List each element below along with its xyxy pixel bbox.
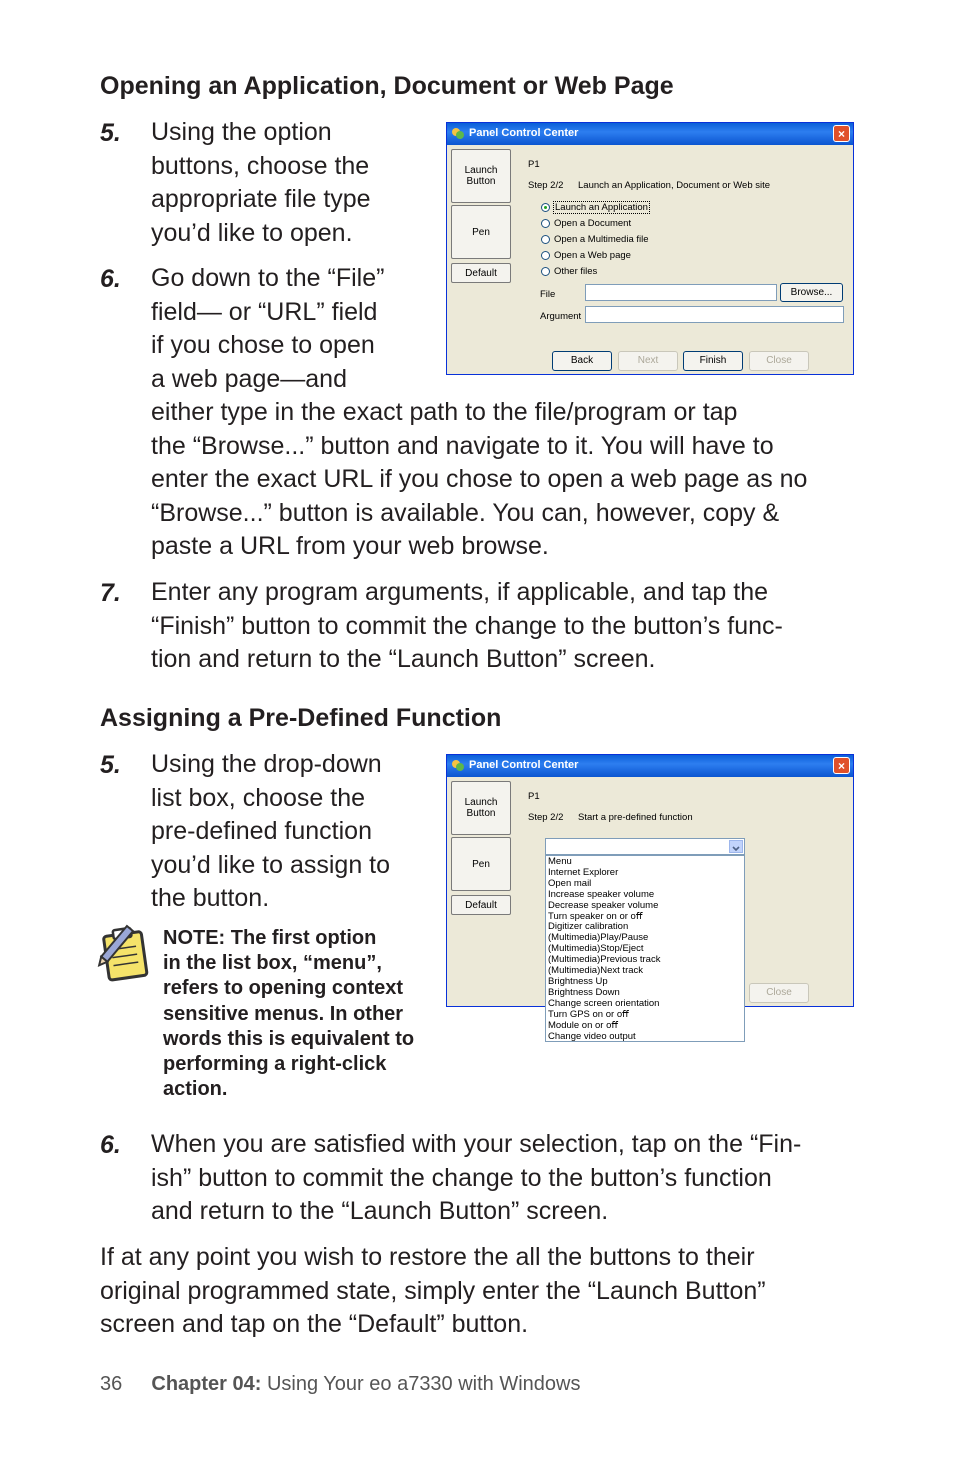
title-bar (447, 755, 853, 777)
step-number: 6. (100, 265, 121, 293)
section-heading-opening: Opening an Application, Document or Web Page (100, 72, 674, 100)
list-item[interactable]: Digitizer calibration (548, 921, 629, 933)
list-item[interactable]: Module on or oﬀ (548, 1019, 618, 1031)
text-line: and return to the “Launch Button” screen. (151, 1197, 609, 1225)
button-label: Launch Button (464, 797, 498, 819)
text-line: a web page—and (151, 364, 347, 393)
chapter-label: Chapter 04: (151, 1373, 262, 1395)
file-input[interactable] (585, 284, 777, 301)
text-line: ﬁeld— or “URL” ﬁeld (151, 297, 378, 326)
text-line: Using the option (151, 118, 332, 146)
step-description: Launch an Application, Document or Web site (578, 180, 771, 191)
close-button[interactable]: Close (749, 351, 809, 371)
text-line: performing a right-click (163, 1053, 387, 1076)
list-item[interactable]: (Multimedia)Previous track (548, 954, 661, 966)
list-item[interactable]: Increase speaker volume (548, 888, 655, 900)
button-label: Pen (472, 226, 490, 238)
text-line: list box, choose the (151, 783, 366, 812)
text-line: tion and return to the “Launch Button” screen. (151, 645, 656, 673)
browse-button[interactable]: Browse... (780, 283, 843, 302)
text-line: action. (163, 1078, 228, 1101)
note-text (163, 926, 414, 1102)
panel-label: P1 (528, 159, 540, 170)
option-label: Open a Multimedia ﬁle (554, 234, 649, 245)
text-line: enter the exact URL if you chose to open a web page as no (151, 465, 808, 493)
text-line: appropriate ﬁle type (151, 185, 371, 213)
launch-button-tab[interactable] (451, 149, 511, 203)
text-line: Go down to the “File” (151, 264, 385, 292)
step-number: 5. (100, 751, 121, 779)
step-5-text (151, 116, 371, 250)
text-line: Enter any program arguments, if applicable, and tap the (151, 578, 769, 606)
function-dropdown[interactable] (545, 838, 745, 855)
step-description: Start a pre-deﬁned function (578, 812, 693, 823)
list-item[interactable]: Brightness Up (548, 975, 608, 987)
step-number: 5. (100, 119, 121, 147)
option-label: Other ﬁles (554, 266, 598, 277)
app-icon (451, 127, 465, 141)
closing-paragraph (100, 1241, 766, 1342)
list-item[interactable]: Change video output (548, 1030, 636, 1042)
text-line: the “Browse...” button and navigate to it. You will have to (151, 431, 774, 460)
pen-tab[interactable] (451, 837, 511, 891)
list-item[interactable]: Turn GPS on or oﬀ (548, 1008, 629, 1020)
text-line: original programmed state, simply enter the “Launch Button” (100, 1276, 766, 1305)
window-title: Panel Control Center (469, 759, 579, 771)
window-title: Panel Control Center (469, 127, 579, 139)
button-label: Pen (472, 858, 490, 870)
step-number: 7. (100, 579, 121, 607)
default-button[interactable] (451, 895, 511, 915)
list-item[interactable]: Turn speaker on or oﬀ (548, 910, 643, 922)
chapter-title: Using Your eo a7330 with Windows (266, 1373, 581, 1395)
radio-open-web-page[interactable] (541, 251, 550, 260)
finish-button[interactable]: Finish (683, 351, 743, 371)
argument-input[interactable] (585, 306, 844, 323)
step-6b-text (151, 1128, 801, 1229)
text-line: the button. (151, 884, 270, 912)
button-label: Launch Button (464, 165, 498, 187)
pen-tab[interactable] (451, 205, 511, 259)
text-line: “Finish” button to commit the change to the button’s func- (151, 611, 783, 640)
close-button[interactable]: Close (749, 983, 809, 1003)
step-number: 6. (100, 1131, 121, 1159)
radio-other-files[interactable] (541, 267, 550, 276)
file-label: File (540, 289, 556, 300)
default-button[interactable] (451, 263, 511, 283)
radio-launch-application[interactable] (541, 203, 550, 212)
list-item[interactable]: Change screen orientation (548, 997, 660, 1009)
close-icon[interactable]: × (833, 757, 850, 774)
text-line: you’d like to open. (151, 218, 353, 247)
step-label: Step 2/2 (528, 812, 564, 823)
page-footer (100, 1373, 581, 1396)
panel-label: P1 (528, 791, 540, 802)
close-icon[interactable]: × (833, 125, 850, 142)
text-line: in the list box, “menu”, (163, 952, 382, 975)
button-label: Default (465, 267, 497, 279)
dialog-launch-application (446, 122, 854, 375)
text-line: if you chose to open (151, 331, 375, 359)
text-line: Using the drop-down (151, 750, 382, 778)
note-clipboard-icon (92, 920, 156, 984)
text-line: When you are satisﬁed with your selection, tap on the “Fin- (151, 1130, 802, 1158)
app-icon (451, 759, 465, 773)
text-line: either type in the exact path to the ﬁle/program or tap (151, 398, 738, 426)
argument-label: Argument (540, 311, 582, 322)
text-line: buttons, choose the (151, 151, 370, 180)
radio-open-multimedia[interactable] (541, 235, 550, 244)
page-number: 36 (100, 1373, 123, 1395)
step-7-text (151, 576, 783, 677)
back-button[interactable]: Back (552, 351, 612, 371)
radio-open-document[interactable] (541, 219, 550, 228)
list-item[interactable]: Internet Explorer (548, 866, 619, 878)
list-item[interactable]: (Multimedia)Stop/Eject (548, 943, 644, 955)
text-line: ish” button to commit the change to the button’s function (151, 1163, 772, 1192)
text-line: you’d like to assign to (151, 850, 391, 879)
section-heading-assigning: Assigning a Pre-Deﬁned Function (100, 704, 502, 732)
text-line: sensitive menus. In other (163, 1002, 404, 1025)
list-item[interactable]: (Multimedia)Play/Pause (548, 932, 649, 944)
next-button[interactable]: Next (618, 351, 678, 371)
launch-button-tab[interactable] (451, 781, 511, 835)
list-item[interactable]: Menu (548, 856, 572, 867)
option-label: Launch an Application (555, 202, 648, 213)
text-line: “Browse...” button is available. You can, however, copy & (151, 498, 780, 527)
text-line: refers to opening context (163, 977, 404, 1000)
chevron-down-icon[interactable] (729, 840, 743, 853)
list-item[interactable]: Decrease speaker volume (548, 899, 659, 911)
function-list (545, 855, 745, 1042)
option-label: Open a Document (554, 218, 632, 229)
step-label: Step 2/2 (528, 180, 564, 191)
button-label: Default (465, 899, 497, 911)
text-line: words this is equivalent to (163, 1027, 415, 1050)
list-item[interactable]: Brightness Down (548, 986, 620, 998)
title-bar (447, 123, 853, 145)
list-item[interactable]: Open mail (548, 877, 592, 889)
text-line: pre-deﬁned function (151, 817, 372, 845)
text-line: If at any point you wish to restore the all the buttons to their (100, 1243, 755, 1271)
list-item[interactable]: (Multimedia)Next track (548, 965, 644, 977)
text-line: paste a URL from your web browse. (151, 532, 549, 560)
option-label: Open a Web page (554, 250, 631, 261)
text-line: screen and tap on the “Default” button. (100, 1310, 529, 1338)
text-line: NOTE: The ﬁrst option (163, 927, 377, 949)
step-5b-text (151, 748, 390, 916)
